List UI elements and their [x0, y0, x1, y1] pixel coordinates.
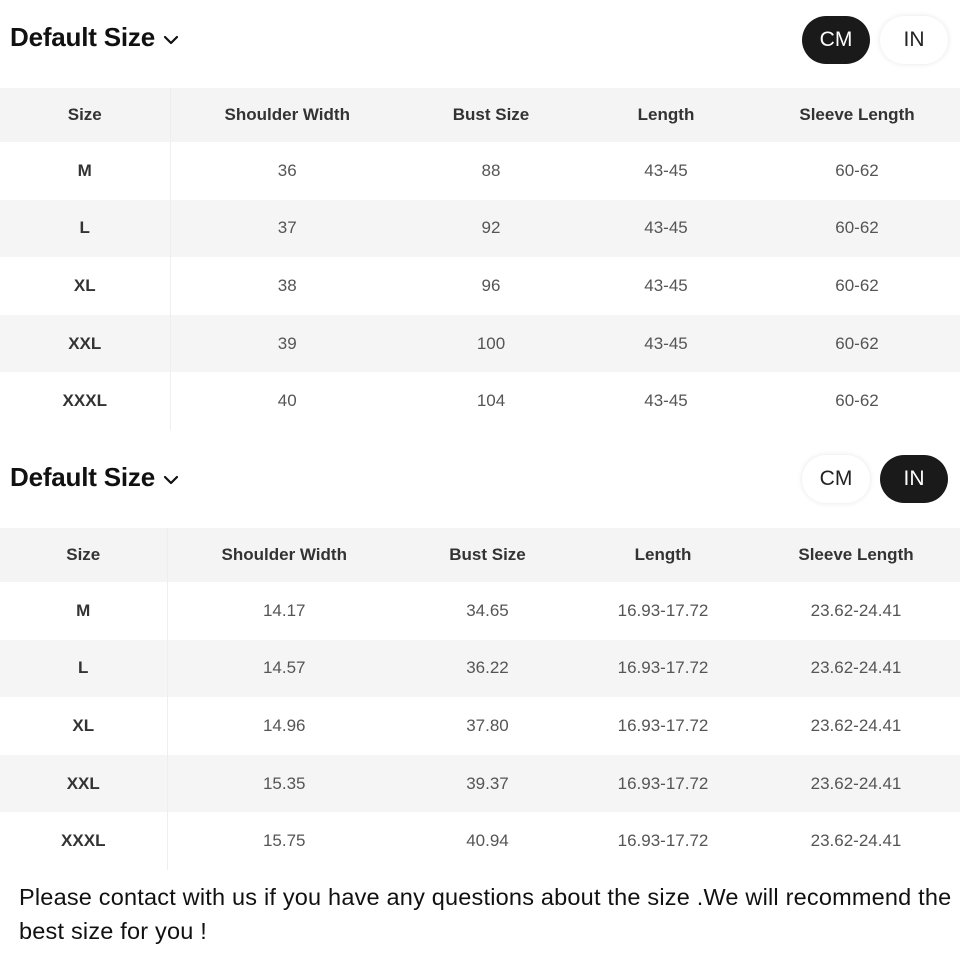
table-row — [0, 142, 960, 200]
size-dropdown[interactable] — [10, 22, 179, 53]
column-header-sleeve-length: Sleeve Length — [752, 528, 960, 582]
length-cell: 43-45 — [644, 275, 688, 295]
sleeve-length-cell: 23.62-24.41 — [810, 600, 902, 620]
size-cell: XL — [0, 257, 170, 315]
bust-size-cell: 39.37 — [401, 755, 574, 813]
length-cell: 43-45 — [578, 200, 754, 258]
column-header-sleeve-length: Sleeve Length — [754, 88, 960, 142]
size-chart-header — [0, 0, 960, 88]
unit-toggle — [802, 455, 948, 503]
shoulder-width-cell: 14.57 — [167, 640, 401, 698]
size-cell: XL — [0, 697, 167, 755]
size-cell: M — [0, 582, 167, 640]
bust-size-cell: 100 — [404, 315, 578, 373]
size-cell: L — [0, 200, 170, 258]
size-dropdown-title: Default Size — [10, 22, 155, 52]
chevron-down-icon — [163, 472, 179, 488]
sleeve-length-cell: 60-62 — [835, 275, 879, 295]
shoulder-width-cell: 14.96 — [262, 715, 306, 735]
table-row — [0, 200, 960, 258]
size-chart-in — [0, 440, 960, 870]
length-cell: 16.93-17.72 — [617, 715, 709, 735]
size-chart-header — [0, 440, 960, 528]
size-cell: XXL — [0, 755, 167, 813]
sleeve-length-cell: 60-62 — [835, 160, 879, 180]
size-dropdown[interactable] — [10, 462, 179, 493]
shoulder-width-cell: 15.35 — [167, 755, 401, 813]
bust-size-cell: 36.22 — [401, 640, 574, 698]
sleeve-length-cell: 23.62-24.41 — [810, 715, 902, 735]
size-table-cm — [0, 88, 960, 430]
column-header-length: Length — [574, 528, 752, 582]
shoulder-width-cell: 40 — [277, 391, 297, 411]
length-cell: 43-45 — [644, 391, 688, 411]
table-row — [0, 582, 960, 640]
length-cell: 16.93-17.72 — [617, 600, 709, 620]
sleeve-length-cell: 23.62-24.41 — [810, 831, 902, 851]
unit-cm-button[interactable]: CM — [802, 455, 870, 503]
table-row — [0, 315, 960, 373]
table-row — [0, 755, 960, 813]
bust-size-cell: 104 — [476, 391, 506, 411]
length-cell: 16.93-17.72 — [574, 640, 752, 698]
unit-in-button[interactable]: IN — [880, 16, 948, 64]
sleeve-length-cell: 60-62 — [754, 200, 960, 258]
size-cell: L — [0, 640, 167, 698]
shoulder-width-cell: 36 — [277, 160, 297, 180]
unit-toggle — [802, 16, 948, 64]
shoulder-width-cell: 15.75 — [262, 831, 306, 851]
shoulder-width-cell: 14.17 — [262, 600, 306, 620]
size-cell: XXL — [0, 315, 170, 373]
column-header-length: Length — [578, 88, 754, 142]
size-help-note: Please contact with us if you have any questions about the size .We will recommend the best size for you ! — [19, 884, 952, 944]
size-cell: M — [0, 142, 170, 200]
bust-size-cell: 92 — [404, 200, 578, 258]
shoulder-width-cell: 38 — [277, 275, 297, 295]
table-row — [0, 257, 960, 315]
column-header-shoulder-width: Shoulder Width — [167, 528, 401, 582]
unit-cm-button[interactable]: CM — [802, 16, 870, 64]
size-cell: XXXL — [0, 372, 170, 430]
chevron-down-icon — [163, 32, 179, 48]
table-row — [0, 812, 960, 870]
column-header-bust-size: Bust Size — [404, 88, 578, 142]
table-header-row — [0, 528, 960, 582]
length-cell: 16.93-17.72 — [574, 755, 752, 813]
unit-in-button[interactable]: IN — [880, 455, 948, 503]
table-row — [0, 640, 960, 698]
shoulder-width-cell: 39 — [170, 315, 404, 373]
shoulder-width-cell: 37 — [170, 200, 404, 258]
length-cell: 43-45 — [578, 315, 754, 373]
column-header-size: Size — [0, 528, 167, 582]
size-chart-cm — [0, 0, 960, 430]
sleeve-length-cell: 60-62 — [835, 391, 879, 411]
length-cell: 43-45 — [644, 160, 688, 180]
bust-size-cell: 96 — [481, 275, 501, 295]
column-header-shoulder-width: Shoulder Width — [170, 88, 404, 142]
bust-size-cell: 34.65 — [466, 600, 509, 620]
bust-size-cell: 88 — [481, 160, 501, 180]
sleeve-length-cell: 23.62-24.41 — [752, 640, 960, 698]
table-row — [0, 697, 960, 755]
table-row — [0, 372, 960, 430]
sleeve-length-cell: 23.62-24.41 — [752, 755, 960, 813]
bust-size-cell: 37.80 — [466, 715, 509, 735]
size-cell: XXXL — [0, 812, 167, 870]
length-cell: 16.93-17.72 — [617, 831, 709, 851]
column-header-bust-size: Bust Size — [401, 528, 574, 582]
table-header-row — [0, 88, 960, 142]
bust-size-cell: 40.94 — [466, 831, 509, 851]
column-header-size: Size — [0, 88, 170, 142]
size-dropdown-title: Default Size — [10, 462, 155, 492]
sleeve-length-cell: 60-62 — [754, 315, 960, 373]
size-table-in — [0, 528, 960, 870]
